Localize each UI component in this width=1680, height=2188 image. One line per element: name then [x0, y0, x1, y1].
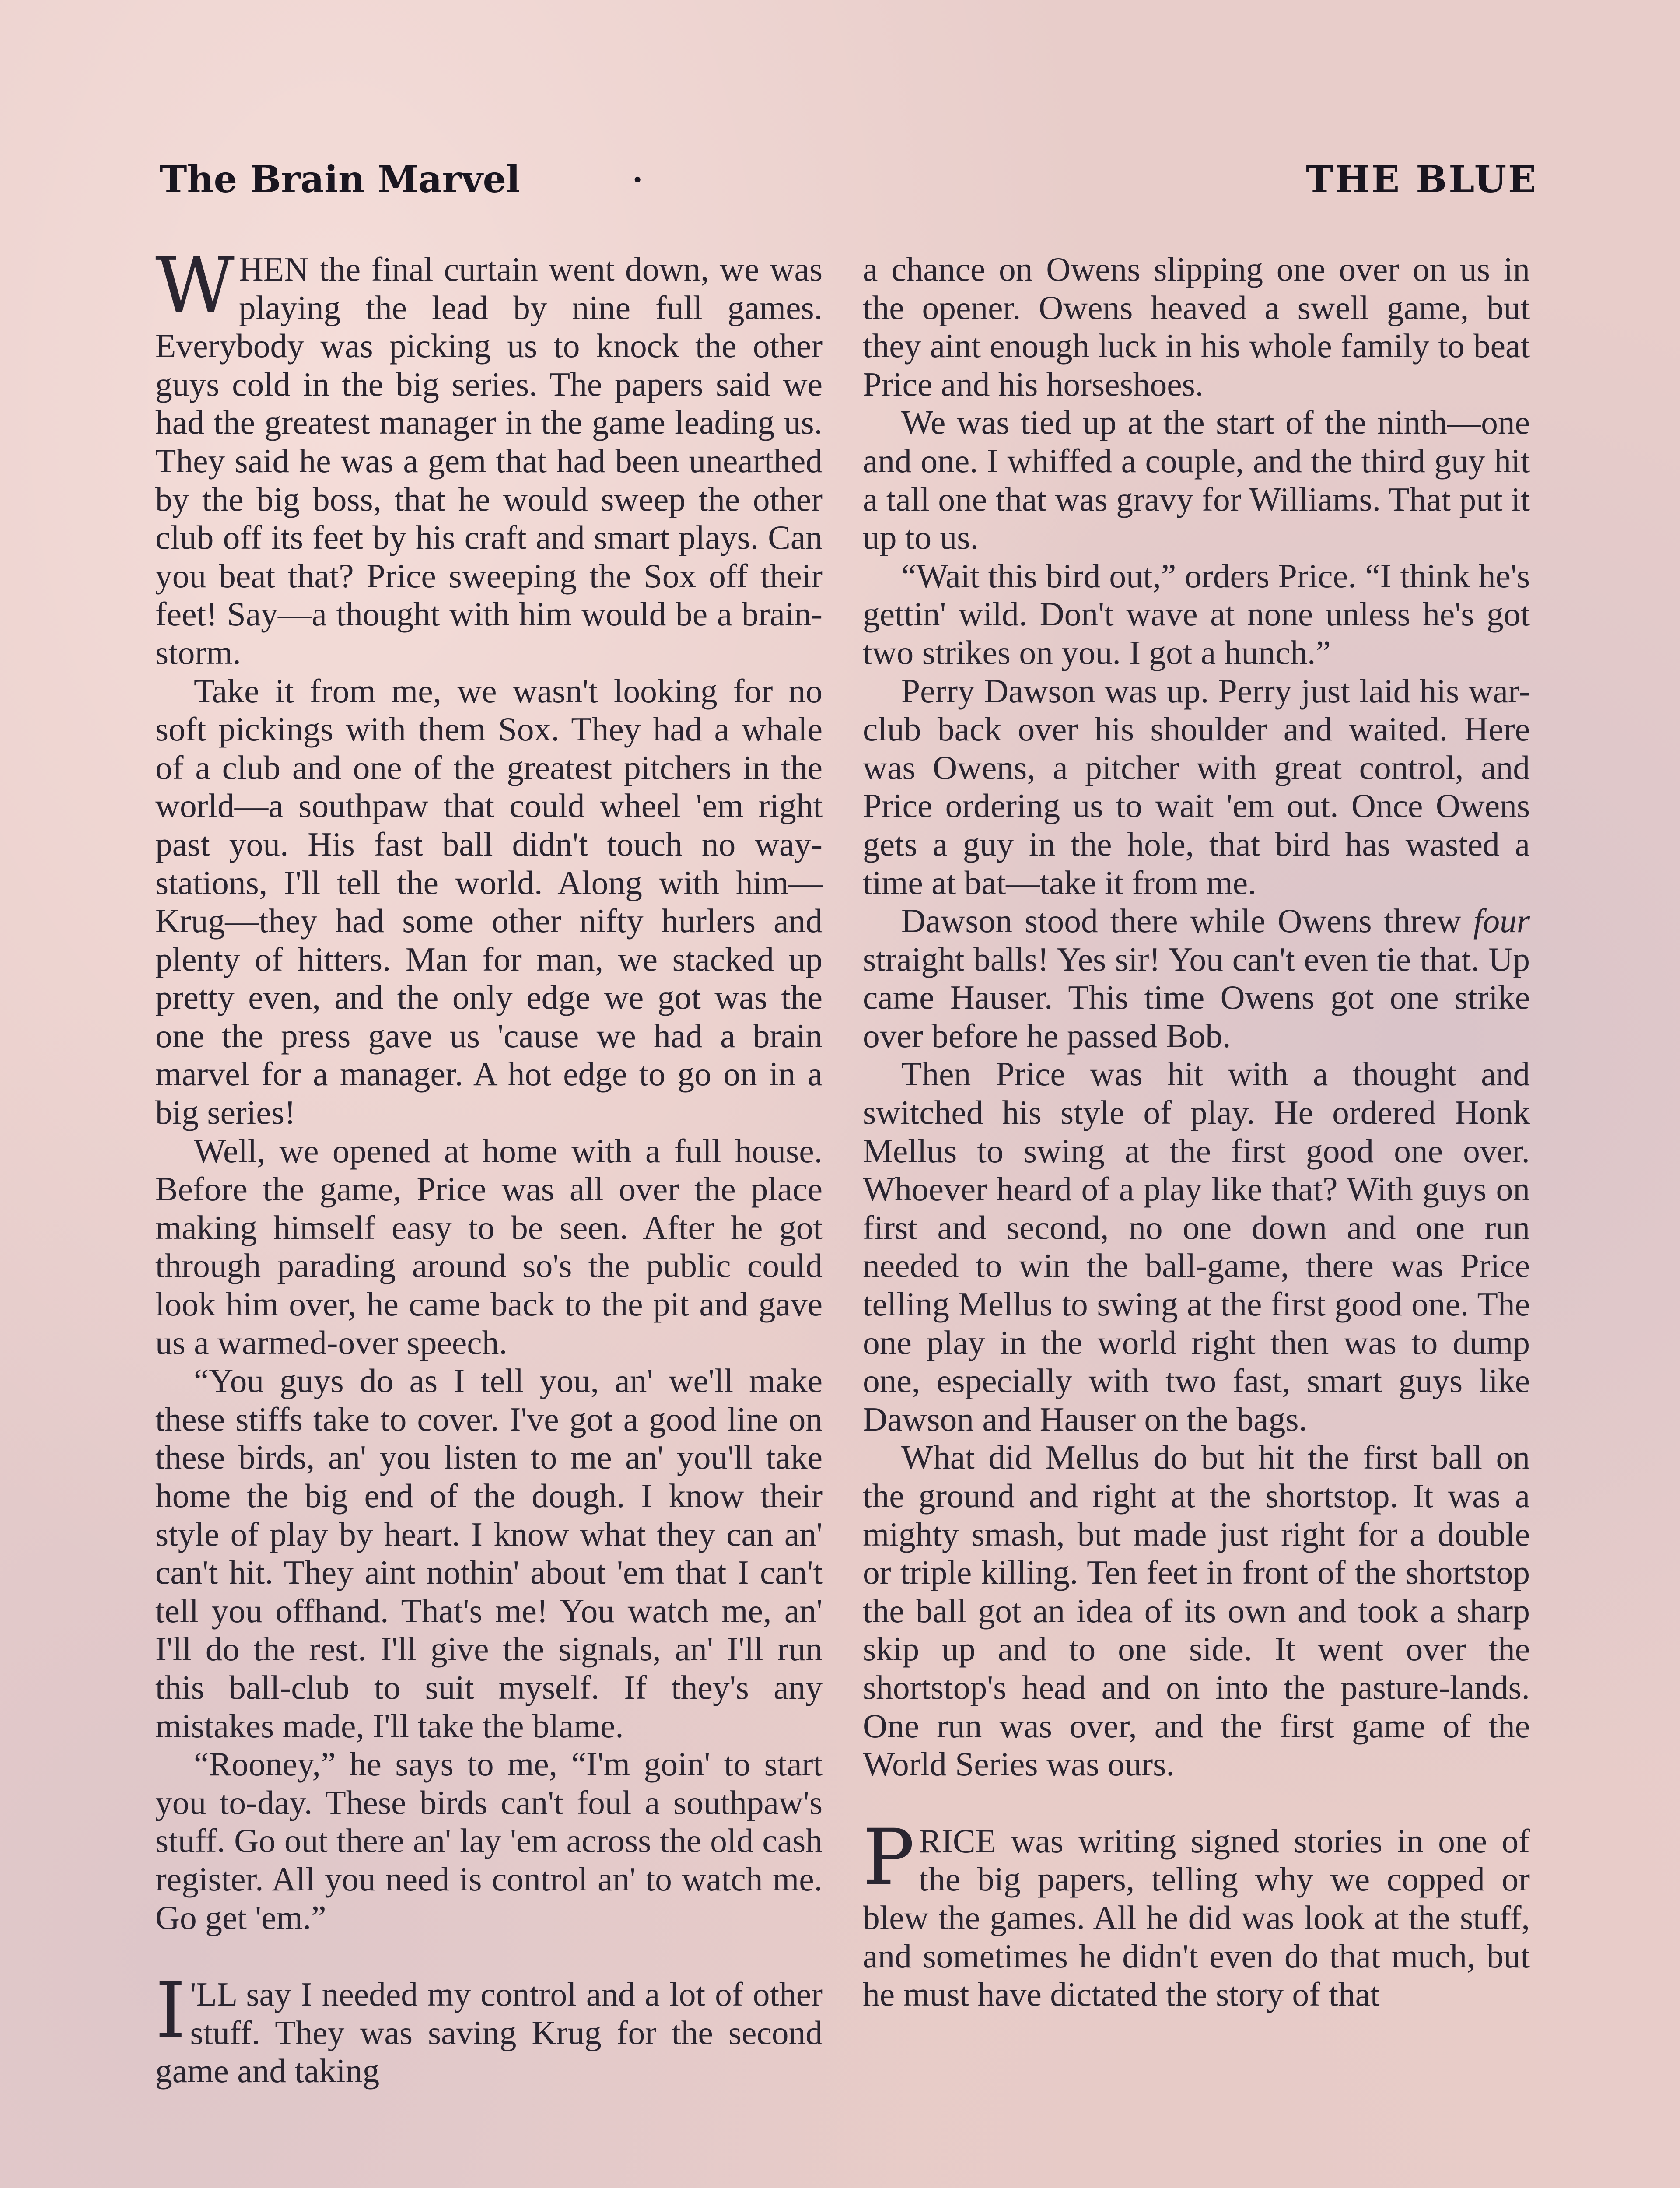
paragraph [155, 1966, 822, 2090]
paragraph-text: HEN the final curtain went down, we was playing the lead by nine full games. Everybody was picking us to knock the other guys cold in the big series. The papers said we had the greatest manager in the game leading us. They said he was a gem that had been unearthed by the big boss, that he would sweep the other club off its feet by his craft and smart plays. Can you beat that? Price sweeping the Sox off their feet! Say—a thought with him would be a brain-storm. [155, 250, 822, 671]
paragraph: Perry Dawson was up. Perry just laid his war-club back over his shoulder and waited. Here was Owens, a pitcher with great control, and Price ordering us to wait 'em out. Once Owens gets a guy in the hole, that bird has wasted a time at bat—take it from me. [863, 672, 1530, 901]
paragraph-text: RICE was writing signed stories in one of the big papers, telling why we copped or blew the games. All he did was look at the stuff, and sometimes he didn't even do that much, but he must have dictated the story of that [863, 1822, 1530, 2013]
magazine-title: THE BLUE [1306, 158, 1538, 201]
drop-cap: P [863, 1812, 915, 1902]
story-title: The Brain Marvel [160, 158, 521, 201]
paragraph: “You guys do as I tell you, an' we'll make these stiffs take to cover. I've got a good line on these birds, an' you listen to me an' you'll take home the big end of the dough. I know their style of play by heart. I know what they can an' can't hit. They aint nothin' about 'em that I can't tell you offhand. That's me! You watch me, an' I'll do the rest. I'll give the signals, an' I'll run this ball-club to suit myself. If they's any mistakes made, I'll take the blame. [155, 1362, 822, 1745]
paragraph-text: 'LL say I needed my control and a lot of other stuff. They was saving Krug for the second game and taking [155, 1975, 822, 2090]
paragraph-text: Dawson stood there while Owens threw [901, 902, 1474, 940]
emphasis: four [1473, 902, 1530, 940]
drop-cap: I [155, 1966, 186, 2056]
header-separator: . [632, 153, 643, 189]
drop-cap: W [155, 241, 234, 330]
paragraph: Then Price was hit with a thought and switched his style of play. He ordered Honk Mellus to swing at the first good one over. Whoever heard of a play like that? With guys on first and second, no one down and one run needed to win the ball-game, there was Price telling Mellus to swing at the first good one. The one play in the world right then was to dump one, especially with two fast, smart guys like Dawson and Hauser on the bags. [863, 1055, 1530, 1438]
paragraph: What did Mellus do but hit the first ball on the ground and right at the shortstop. It was a mighty smash, but made just right for a double or triple killing. Ten feet in front of the shortstop the ball got an idea of its own and took a sharp skip up and to one side. It went over the shortstop's head and on into the pasture-lands. One run was over, and the first game of the World Series was ours. [863, 1438, 1530, 1783]
paragraph-text: straight balls! Yes sir! You can't even tie that. Up came Hauser. This time Owens got one strike over before he passed Bob. [863, 940, 1530, 1055]
paragraph: a chance on Owens slipping one over on us in the opener. Owens heaved a swell game, but they aint enough luck in his whole family to beat Price and his horseshoes. [863, 250, 1530, 403]
paragraph: Well, we opened at home with a full house. Before the game, Price was all over the place making himself easy to be seen. After he got through parading around so's the public could look him over, he came back to the pit and gave us a warmed-over speech. [155, 1132, 822, 1361]
right-column [863, 250, 1530, 2014]
paragraph: We was tied up at the start of the ninth—one and one. I whiffed a couple, and the third guy hit a tall one that was gravy for Williams. That put it up to us. [863, 403, 1530, 557]
paragraph: “Wait this bird out,” orders Price. “I think he's gettin' wild. Don't wave at none unless he's got two strikes on you. I got a hunch.” [863, 557, 1530, 671]
paragraph [863, 1812, 1530, 2014]
paragraph [863, 902, 1530, 1055]
paragraph: Take it from me, we wasn't looking for no soft pickings with them Sox. They had a whale of a club and one of the greatest pitchers in the world—a southpaw that could wheel 'em right past you. His fast ball didn't touch no way-stations, I'll tell the world. Along with him—Krug—they had some other nifty hurlers and plenty of hitters. Man for man, we stacked up pretty even, and the only edge we got was the one the press gave us 'cause we had a brain marvel for a manager. A hot edge to go on in a big series! [155, 672, 822, 1132]
paragraph: “Rooney,” he says to me, “I'm goin' to start you to-day. These birds can't foul a southpaw's stuff. Go out there an' lay 'em across the old cash register. All you need is control an' to watch me. Go get 'em.” [155, 1745, 822, 1936]
paragraph [155, 241, 822, 672]
left-column [155, 241, 822, 2090]
running-header [160, 153, 1538, 210]
